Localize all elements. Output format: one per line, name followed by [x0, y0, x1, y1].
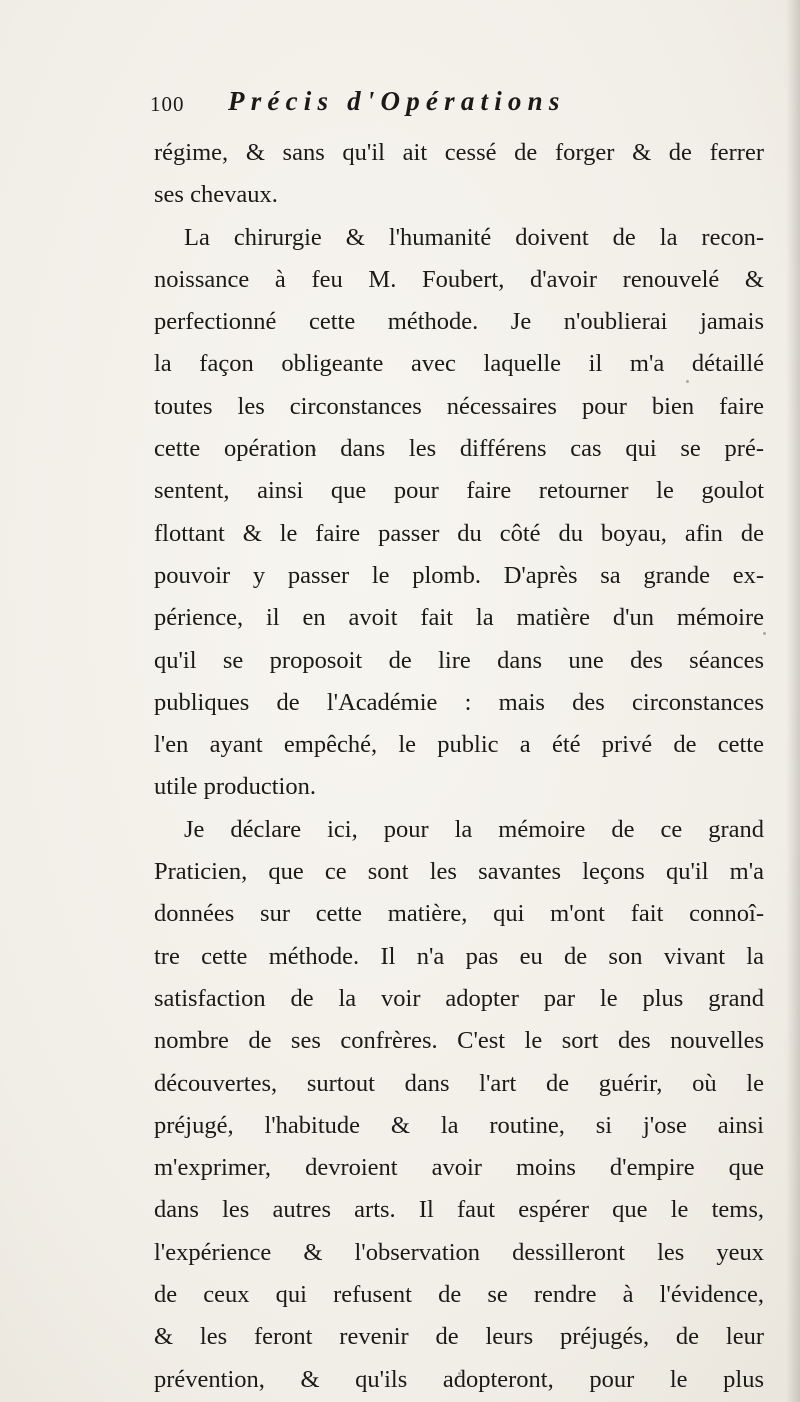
text-line: sentent, ainsi que pour faire retourner le goulot [154, 477, 764, 505]
body-text [154, 132, 764, 1401]
text-line: dans les autres arts. Il faut espérer que le tems, [154, 1196, 764, 1224]
running-title: Précis d'Opérations [228, 86, 566, 116]
text-line: Praticien, que ce sont les savantes leçons qu'il m'a [154, 858, 764, 886]
text-line: flottant & le faire passer du côté du boyau, afin de [154, 519, 764, 547]
text-line: perfectionné cette méthode. Je n'oublierai jamais [154, 308, 764, 336]
text-line: découvertes, surtout dans l'art de guérir, où le [154, 1069, 764, 1097]
text-line: publiques de l'Académie : mais des circonstances [154, 688, 764, 716]
text-line: tre cette méthode. Il n'a pas eu de son vivant la [154, 942, 764, 970]
text-line: m'exprimer, devroient avoir moins d'empire que [154, 1154, 764, 1182]
text-line: périence, il en avoit fait la matière d'un mémoire [154, 604, 764, 632]
text-line: ses chevaux. [154, 181, 278, 209]
paper-speck [312, 448, 316, 452]
text-line: l'expérience & l'observation dessilleront les yeux [154, 1238, 764, 1266]
page-header [150, 86, 730, 126]
text-line: utile production. [154, 773, 316, 801]
text-line: & les feront revenir de leurs préjugés, de leur [154, 1323, 764, 1351]
paper-speck [686, 380, 689, 383]
text-line: prévention, & qu'ils adopteront, pour le plus [154, 1365, 764, 1393]
page-number: 100 [150, 92, 185, 116]
text-line: préjugé, l'habitude & la routine, si j'ose ainsi [154, 1111, 764, 1139]
text-line: pouvoir y passer le plomb. D'après sa grande ex- [154, 561, 764, 589]
text-line: toutes les circonstances nécessaires pour bien faire [154, 392, 764, 420]
text-line: Je déclare ici, pour la mémoire de ce grand [184, 815, 764, 843]
text-line: données sur cette matière, qui m'ont fait connoî- [154, 900, 764, 928]
text-line: noissance à feu M. Foubert, d'avoir renouvelé & [154, 265, 764, 293]
text-line: la façon obligeante avec laquelle il m'a détaillé [154, 350, 764, 378]
text-line: cette opération dans les différens cas qui se pré- [154, 435, 764, 463]
text-line: La chirurgie & l'humanité doivent de la recon- [184, 223, 764, 251]
paper-speck [763, 632, 766, 635]
paper-speck [458, 1372, 461, 1375]
text-line: satisfaction de la voir adopter par le plus grand [154, 984, 764, 1012]
text-line: qu'il se proposoit de lire dans une des séances [154, 646, 764, 674]
text-line: de ceux qui refusent de se rendre à l'évidence, [154, 1281, 764, 1309]
page-edge-shadow [786, 0, 800, 1402]
text-line: régime, & sans qu'il ait cessé de forger & de ferrer [154, 139, 764, 166]
text-line: nombre de ses confrères. C'est le sort des nouvelles [154, 1027, 764, 1055]
text-line: l'en ayant empêché, le public a été privé de cette [154, 731, 764, 759]
